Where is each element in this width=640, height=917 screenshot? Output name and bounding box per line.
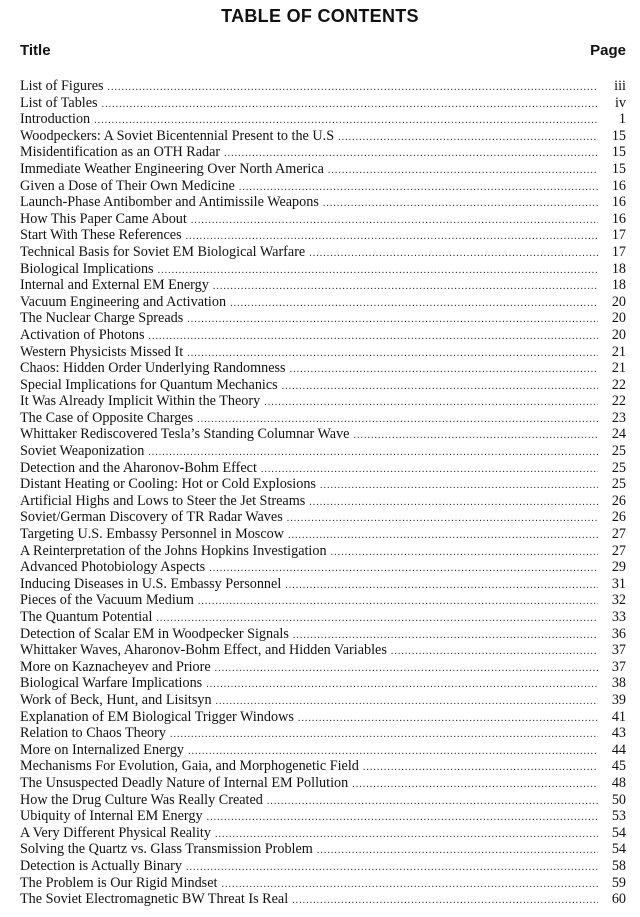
- toc-entry-title: Misidentification as an OTH Radar: [20, 144, 221, 161]
- toc-entry-title: How This Paper Came About: [20, 210, 187, 227]
- toc-entry: [20, 294, 626, 311]
- toc-entry-page-number: 22: [611, 376, 626, 393]
- toc-entry-page-number: 25: [611, 443, 626, 460]
- toc-entry: [20, 211, 626, 228]
- toc-entry: [20, 775, 626, 792]
- toc-entry-title: Whittaker Waves, Aharonov-Bohm Effect, and Hidden Variables: [20, 642, 387, 659]
- toc-entry-title: Distant Heating or Cooling: Hot or Cold Explosions: [20, 476, 316, 493]
- toc-entry-title: Artificial Highs and Lows to Steer the Jet Streams: [20, 492, 306, 509]
- toc-entry-title: It Was Already Implicit Within the Theory: [20, 393, 261, 410]
- toc-entry: [20, 576, 626, 593]
- dot-leader: [158, 263, 598, 280]
- page-title: TABLE OF CONTENTS: [221, 6, 419, 26]
- dot-leader: [264, 395, 598, 412]
- toc-entry-title: More on Internalized Energy: [20, 741, 185, 758]
- dot-leader: [186, 860, 598, 877]
- toc-entry: [20, 460, 626, 477]
- dot-leader: [108, 80, 598, 97]
- toc-entry-page-number: 1: [618, 111, 626, 128]
- toc-entry-page-number: 26: [611, 509, 626, 526]
- toc-entry: [20, 261, 626, 278]
- dot-leader: [149, 329, 598, 346]
- toc-entry-title: Solving the Quartz vs. Glass Transmission Problem: [20, 841, 313, 858]
- toc-entry-page-number: 17: [611, 227, 626, 244]
- toc-entry-page-number: 25: [611, 476, 626, 493]
- toc-entry: [20, 609, 626, 626]
- toc-entry: [20, 559, 626, 576]
- dot-leader: [215, 661, 598, 678]
- toc-entry-page-number: 39: [611, 691, 626, 708]
- toc-entry-title: Detection is Actually Binary: [20, 857, 182, 874]
- dot-leader: [267, 794, 598, 811]
- toc-entry-page-number: 53: [611, 808, 626, 825]
- toc-entry-page-number: 41: [611, 708, 626, 725]
- toc-entry-page-number: 20: [611, 310, 626, 327]
- toc-entry-title: Targeting U.S. Embassy Personnel in Moscow: [20, 526, 284, 543]
- dot-leader: [170, 727, 598, 744]
- toc-entry: [20, 178, 626, 195]
- toc-entry-title: Inducing Diseases in U.S. Embassy Personnel: [20, 575, 282, 592]
- toc-entry-title: Detection of Scalar EM in Woodpecker Signals: [20, 625, 289, 642]
- toc-entry: [20, 875, 626, 892]
- toc-entry: [20, 393, 626, 410]
- toc-entry-page-number: 25: [611, 459, 626, 476]
- toc-entry: [20, 493, 626, 510]
- dot-leader: [323, 196, 598, 213]
- toc-entry: [20, 891, 626, 908]
- toc-entry-page-number: 33: [611, 609, 626, 625]
- toc-entry: [20, 227, 626, 244]
- toc-entry-page-number: 44: [611, 741, 626, 758]
- toc-entry: [20, 161, 626, 178]
- toc-entry-title: Special Implications for Quantum Mechanics: [20, 376, 278, 393]
- dot-leader: [287, 511, 598, 528]
- toc-entry-title: Launch-Phase Antibomber and Antimissile Weapons: [20, 194, 319, 211]
- toc-entry: [20, 310, 626, 327]
- toc-entry: [20, 194, 626, 211]
- toc-entry: [20, 592, 626, 609]
- toc-entry-page-number: 59: [611, 874, 626, 891]
- toc-entry: [20, 808, 626, 825]
- toc-entry-title: Whittaker Rediscovered Tesla’s Standing Columnar Wave: [20, 426, 350, 443]
- toc-entry-page-number: 15: [611, 144, 626, 161]
- dot-leader: [230, 296, 598, 313]
- dot-leader: [338, 130, 598, 147]
- toc-entry: [20, 443, 626, 460]
- toc-entry: [20, 725, 626, 742]
- toc-entry-title: Immediate Weather Engineering Over North America: [20, 160, 324, 177]
- toc-entry-page-number: 27: [611, 542, 626, 559]
- dot-leader: [288, 528, 598, 545]
- toc-entry: [20, 78, 626, 95]
- dot-leader: [320, 478, 598, 495]
- dot-leader: [290, 362, 598, 379]
- toc-entry-title: Soviet/German Discovery of TR Radar Waves: [20, 509, 283, 526]
- toc-entry: [20, 426, 626, 443]
- dot-leader: [213, 279, 598, 296]
- toc-entry-page-number: 29: [611, 559, 626, 576]
- toc-entry: [20, 841, 626, 858]
- toc-entry-page-number: 24: [611, 426, 626, 443]
- toc-entry: [20, 659, 626, 676]
- dot-leader: [191, 213, 598, 230]
- dot-leader: [207, 810, 598, 827]
- toc-entry: [20, 410, 626, 427]
- toc-entry: [20, 244, 626, 261]
- toc-entry: [20, 509, 626, 526]
- toc-entry: [20, 675, 626, 692]
- toc-entry-page-number: 23: [611, 409, 626, 426]
- toc-entry: [20, 327, 626, 344]
- toc-entry-page-number: 45: [611, 758, 626, 775]
- toc-entry-page-number: 15: [611, 160, 626, 177]
- toc-entry-page-number: 54: [611, 824, 626, 841]
- title-column-header: Title: [20, 42, 51, 59]
- toc-entry-page-number: 21: [611, 360, 626, 377]
- toc-entry-title: Explanation of EM Biological Trigger Windows: [20, 708, 294, 725]
- toc-entry-title: Introduction: [20, 111, 91, 128]
- toc-entry: [20, 642, 626, 659]
- toc-entry-title: Western Physicists Missed It: [20, 343, 184, 360]
- dot-leader: [282, 379, 598, 396]
- toc-entry-title: Start With These References: [20, 227, 182, 244]
- toc-entry-title: How the Drug Culture Was Really Created: [20, 791, 263, 808]
- toc-entry-title: Technical Basis for Soviet EM Biological Warfare: [20, 243, 306, 260]
- dot-leader: [391, 644, 598, 661]
- toc-entry-title: Soviet Weaponization: [20, 443, 145, 460]
- toc-entry-title: Biological Warfare Implications: [20, 675, 203, 692]
- toc-entry-page-number: 18: [611, 260, 626, 277]
- dot-leader: [285, 578, 598, 595]
- toc-entry-page-number: 58: [611, 857, 626, 874]
- toc-entry: [20, 377, 626, 394]
- dot-leader: [363, 760, 598, 777]
- toc-entry-title: Pieces of the Vacuum Medium: [20, 592, 194, 609]
- dot-leader: [309, 495, 598, 512]
- toc-entry-page-number: 18: [611, 277, 626, 294]
- toc-entry-page-number: 50: [611, 791, 626, 808]
- toc-entry-page-number: 54: [611, 841, 626, 858]
- toc-entry-page-number: 16: [611, 177, 626, 194]
- toc-entry: [20, 95, 626, 112]
- toc-entry-page-number: 16: [611, 194, 626, 211]
- toc-entry: [20, 858, 626, 875]
- toc-entry-title: Given a Dose of Their Own Medicine: [20, 177, 235, 194]
- dot-leader: [328, 163, 598, 180]
- toc-entry-title: A Very Different Physical Reality: [20, 824, 211, 841]
- toc-entry: [20, 709, 626, 726]
- toc-entry-page-number: 48: [611, 774, 626, 791]
- toc-entry-page-number: 37: [611, 658, 626, 675]
- toc-entry-title: List of Tables: [20, 94, 98, 111]
- toc-entry-title: Activation of Photons: [20, 326, 145, 343]
- toc-entry-page-number: 31: [611, 575, 626, 592]
- toc-entry-page-number: 60: [611, 891, 626, 908]
- dot-leader: [198, 594, 598, 611]
- toc-entry-title: Woodpeckers: A Soviet Bicentennial Present to the U.S: [20, 127, 335, 144]
- toc-list: [20, 78, 626, 908]
- toc-entry-title: The Unsuspected Deadly Nature of Internal EM Pollution: [20, 774, 349, 791]
- toc-entry-title: Chaos: Hidden Order Underlying Randomness: [20, 360, 286, 377]
- toc-entry: [20, 825, 626, 842]
- toc-entry: [20, 111, 626, 128]
- toc-entry-title: Internal and External EM Energy: [20, 277, 209, 294]
- dot-leader: [206, 677, 598, 694]
- toc-entry-title: More on Kaznacheyev and Priore: [20, 658, 211, 675]
- toc-entry-page-number: iv: [614, 94, 626, 111]
- toc-entry: [20, 626, 626, 643]
- toc-entry: [20, 758, 626, 775]
- toc-entry: [20, 360, 626, 377]
- toc-entry-title: Advanced Photobiology Aspects: [20, 559, 206, 576]
- toc-entry-page-number: 43: [611, 725, 626, 742]
- dot-leader: [353, 428, 598, 445]
- toc-entry-title: The Soviet Electromagnetic BW Threat Is Real: [20, 891, 289, 908]
- toc-entry-page-number: 27: [611, 526, 626, 543]
- toc-entry-page-number: 38: [611, 675, 626, 692]
- dot-leader: [352, 777, 598, 794]
- toc-entry-title: The Problem is Our Rigid Mindset: [20, 874, 218, 891]
- toc-entry: [20, 344, 626, 361]
- toc-entry-title: Biological Implications: [20, 260, 154, 277]
- toc-entry: [20, 543, 626, 560]
- toc-entry-page-number: 37: [611, 642, 626, 659]
- toc-entry-page-number: 36: [611, 625, 626, 642]
- toc-entry-page-number: 21: [611, 343, 626, 360]
- toc-entry-title: The Case of Opposite Charges: [20, 409, 194, 426]
- dot-leader: [317, 843, 598, 860]
- toc-entry-title: Mechanisms For Evolution, Gaia, and Morphogenetic Field: [20, 758, 359, 775]
- toc-entry: [20, 144, 626, 161]
- toc-entry-title: Work of Beck, Hunt, and Lisitsyn: [20, 691, 212, 708]
- toc-entry: [20, 692, 626, 709]
- dot-leader: [309, 246, 598, 263]
- toc-entry: [20, 128, 626, 145]
- toc-entry-title: The Quantum Potential: [20, 609, 153, 625]
- toc-entry-page-number: 26: [611, 492, 626, 509]
- dot-leader: [331, 545, 598, 562]
- toc-entry: [20, 526, 626, 543]
- toc-entry: [20, 742, 626, 759]
- toc-entry-page-number: 16: [611, 210, 626, 227]
- toc-entry-title: Vacuum Engineering and Activation: [20, 293, 227, 310]
- toc-entry-page-number: 17: [611, 243, 626, 260]
- dot-leader: [292, 893, 598, 910]
- toc-entry-title: Relation to Chaos Theory: [20, 725, 166, 742]
- toc-entry: [20, 476, 626, 493]
- toc-entry-page-number: 32: [611, 592, 626, 609]
- page-column-header: Page: [590, 42, 626, 59]
- toc-entry-page-number: 20: [611, 326, 626, 343]
- toc-entry-title: A Reinterpretation of the Johns Hopkins Investigation: [20, 542, 327, 559]
- toc-entry-title: List of Figures: [20, 78, 104, 94]
- toc-entry-title: Detection and the Aharonov-Bohm Effect: [20, 459, 257, 476]
- dot-leader: [298, 711, 598, 728]
- toc-entry: [20, 277, 626, 294]
- dot-leader: [102, 97, 598, 114]
- toc-entry: [20, 792, 626, 809]
- toc-entry-page-number: iii: [614, 78, 626, 94]
- toc-entry-page-number: 15: [611, 127, 626, 144]
- dot-leader: [187, 312, 598, 329]
- toc-entry-title: The Nuclear Charge Spreads: [20, 310, 184, 327]
- toc-entry-page-number: 22: [611, 393, 626, 410]
- toc-entry-title: Ubiquity of Internal EM Energy: [20, 808, 203, 825]
- toc-entry-page-number: 20: [611, 293, 626, 310]
